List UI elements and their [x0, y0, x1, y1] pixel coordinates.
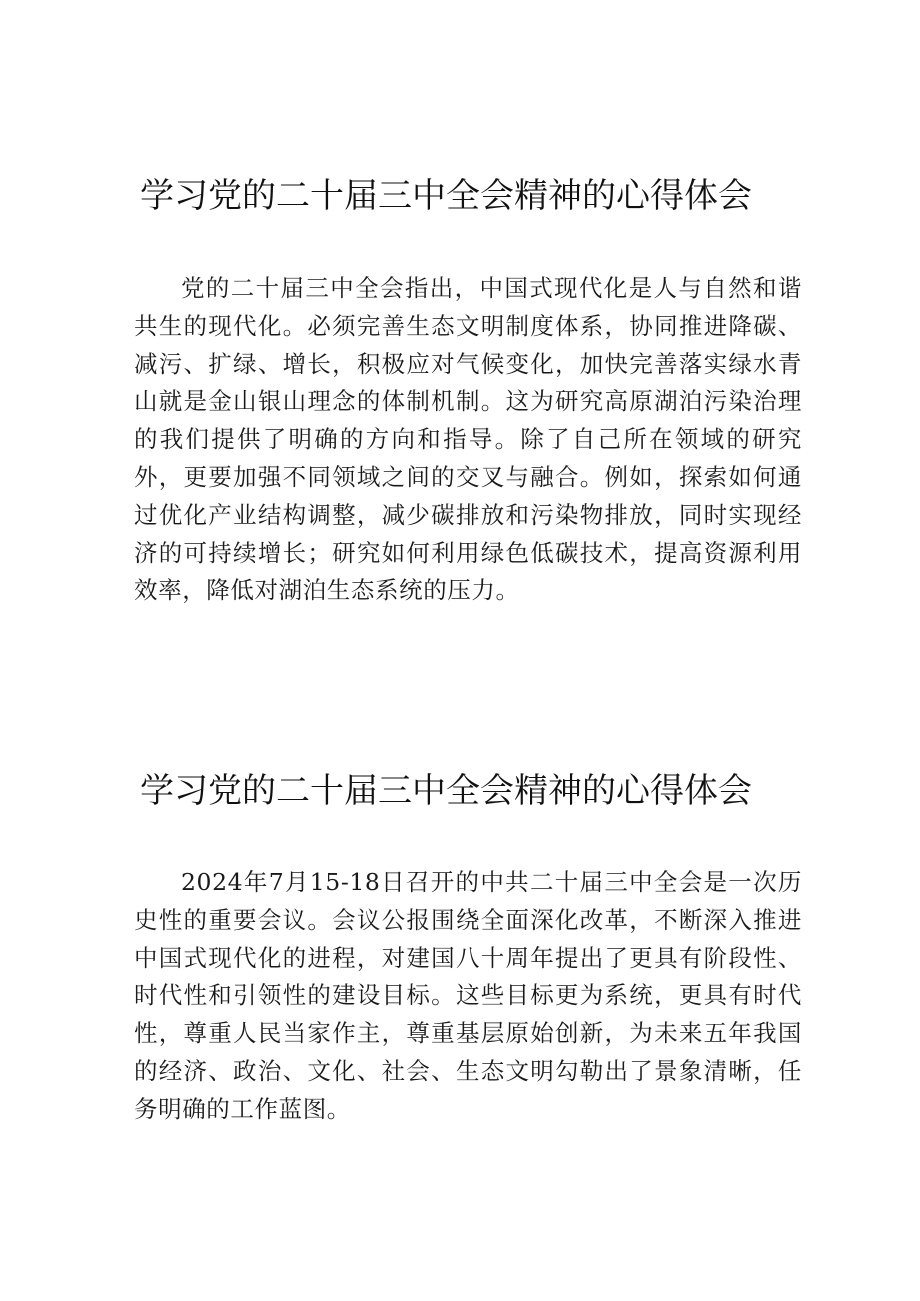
- section-title-1: 学习党的二十届三中全会精神的心得体会: [140, 176, 752, 216]
- section-paragraph-1: 党的二十届三中全会指出，中国式现代化是人与自然和谐共生的现代化。必须完善生态文明制度体系，协同推进降碳、减污、扩绿、增长，积极应对气候变化，加快完善落实绿水青山就是金山银山理念的体制机制。这为研究高原湖泊污染治理的我们提供了明确的方向和指导。除了自己所在领域的研究外，更要加强不同领域之间的交叉与融合。例如，探索如何通过优化产业结构调整，减少碳排放和污染物排放，同时实现经济的可持续增长；研究如何利用绿色低碳技术，提高资源利用效率，降低对湖泊生态系统的压力。: [134, 274, 802, 605]
- section-paragraph-2: 2024年7月15-18日召开的中共二十届三中全会是一次历史性的重要会议。会议公报围绕全面深化改革，不断深入推进中国式现代化的进程，对建国八十周年提出了更具有阶段性、时代性和引领性的建设目标。这些目标更为系统，更具有时代性，尊重人民当家作主，尊重基层原始创新，为未来五年我国的经济、政治、文化、社会、生态文明勾勒出了景象清晰，任务明确的工作蓝图。: [134, 868, 802, 1123]
- section-title-2: 学习党的二十届三中全会精神的心得体会: [140, 771, 752, 811]
